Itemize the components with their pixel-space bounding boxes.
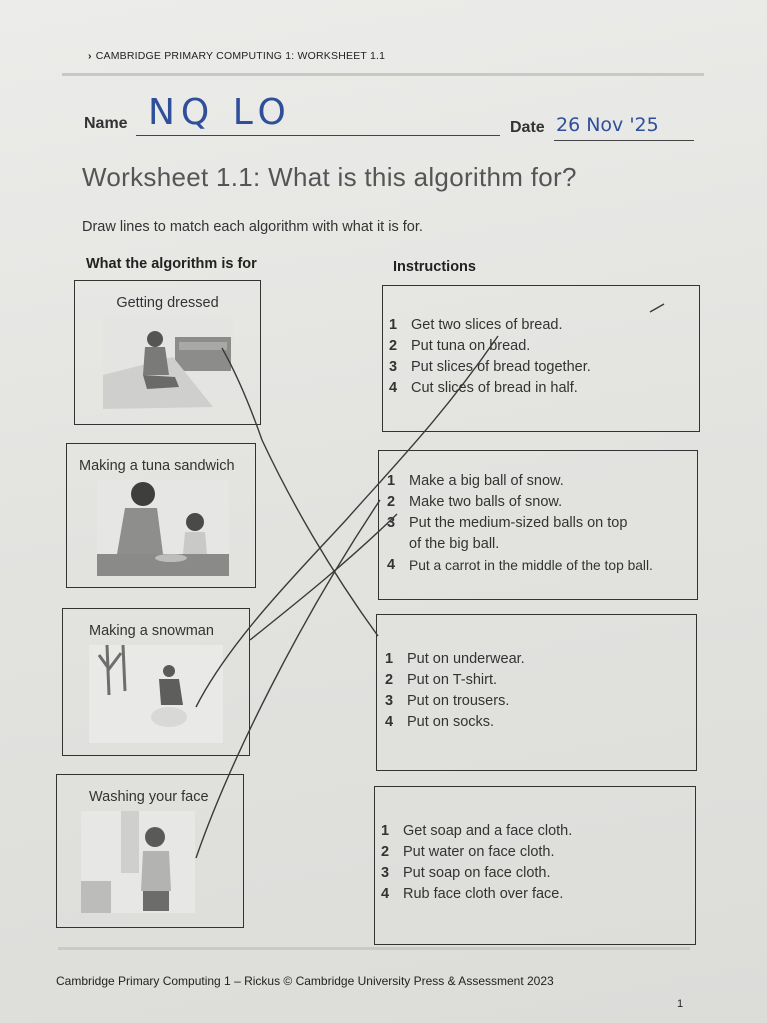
- algorithm-step: 1 Get two slices of bread.: [389, 317, 563, 333]
- date-label: Date: [510, 119, 545, 136]
- match-line: [250, 514, 397, 640]
- match-line: [196, 336, 498, 707]
- date-handwriting: 26 Nov '25: [556, 114, 659, 136]
- tick-mark: [650, 304, 664, 312]
- worksheet-title: Worksheet 1.1: What is this algorithm for?: [82, 162, 577, 192]
- purpose-label: Making a snowman: [89, 623, 214, 639]
- match-line: [222, 348, 378, 636]
- algorithm-step: 1 Make a big ball of snow.: [387, 473, 564, 489]
- column-heading-left: What the algorithm is for: [86, 256, 257, 272]
- algorithm-step: 2 Put on T-shirt.: [385, 672, 497, 688]
- purpose-label: Washing your face: [89, 789, 209, 805]
- instruction-text: Draw lines to match each algorithm with what it is for.: [82, 219, 423, 235]
- footer-rule: [58, 947, 690, 950]
- page-number: 1: [677, 998, 684, 1010]
- algorithm-step: 2 Put water on face cloth.: [381, 844, 555, 860]
- match-line: [196, 500, 380, 858]
- algorithm-step: 1 Put on underwear.: [385, 651, 525, 667]
- algorithm-step: 4 Put a carrot in the middle of the top ball.: [387, 557, 653, 573]
- algorithm-step: 3 Put slices of bread together.: [389, 359, 591, 375]
- algorithm-step: 4 Put on socks.: [385, 714, 495, 730]
- algorithm-step: 4 Rub face cloth over face.: [381, 886, 564, 902]
- algorithm-step: 3 Put the medium-sized balls on top of the big ball.: [387, 515, 628, 552]
- algorithm-step: 3 Put on trousers.: [385, 693, 510, 709]
- running-title: CAMBRIDGE PRIMARY COMPUTING 1: WORKSHEET 1.1: [95, 50, 386, 62]
- name-handwriting: NQ LO: [148, 92, 292, 133]
- purpose-label: Getting dressed: [116, 295, 219, 311]
- algorithm-step: 2 Put tuna on bread.: [389, 338, 531, 354]
- name-label: Name: [84, 115, 128, 132]
- purpose-label: Making a tuna sandwich: [79, 458, 235, 474]
- chevron-right-icon: ›: [88, 50, 92, 62]
- column-heading-right: Instructions: [393, 259, 476, 275]
- algorithm-step: 2 Make two balls of snow.: [387, 494, 563, 510]
- algorithm-step: 1 Get soap and a face cloth.: [381, 823, 573, 839]
- footer-credit: Cambridge Primary Computing 1 – Rickus © Cambridge University Press & Assessment 2023: [56, 974, 554, 988]
- algorithm-step: 3 Put soap on face cloth.: [381, 865, 551, 881]
- algorithm-step: 4 Cut slices of bread in half.: [389, 380, 578, 396]
